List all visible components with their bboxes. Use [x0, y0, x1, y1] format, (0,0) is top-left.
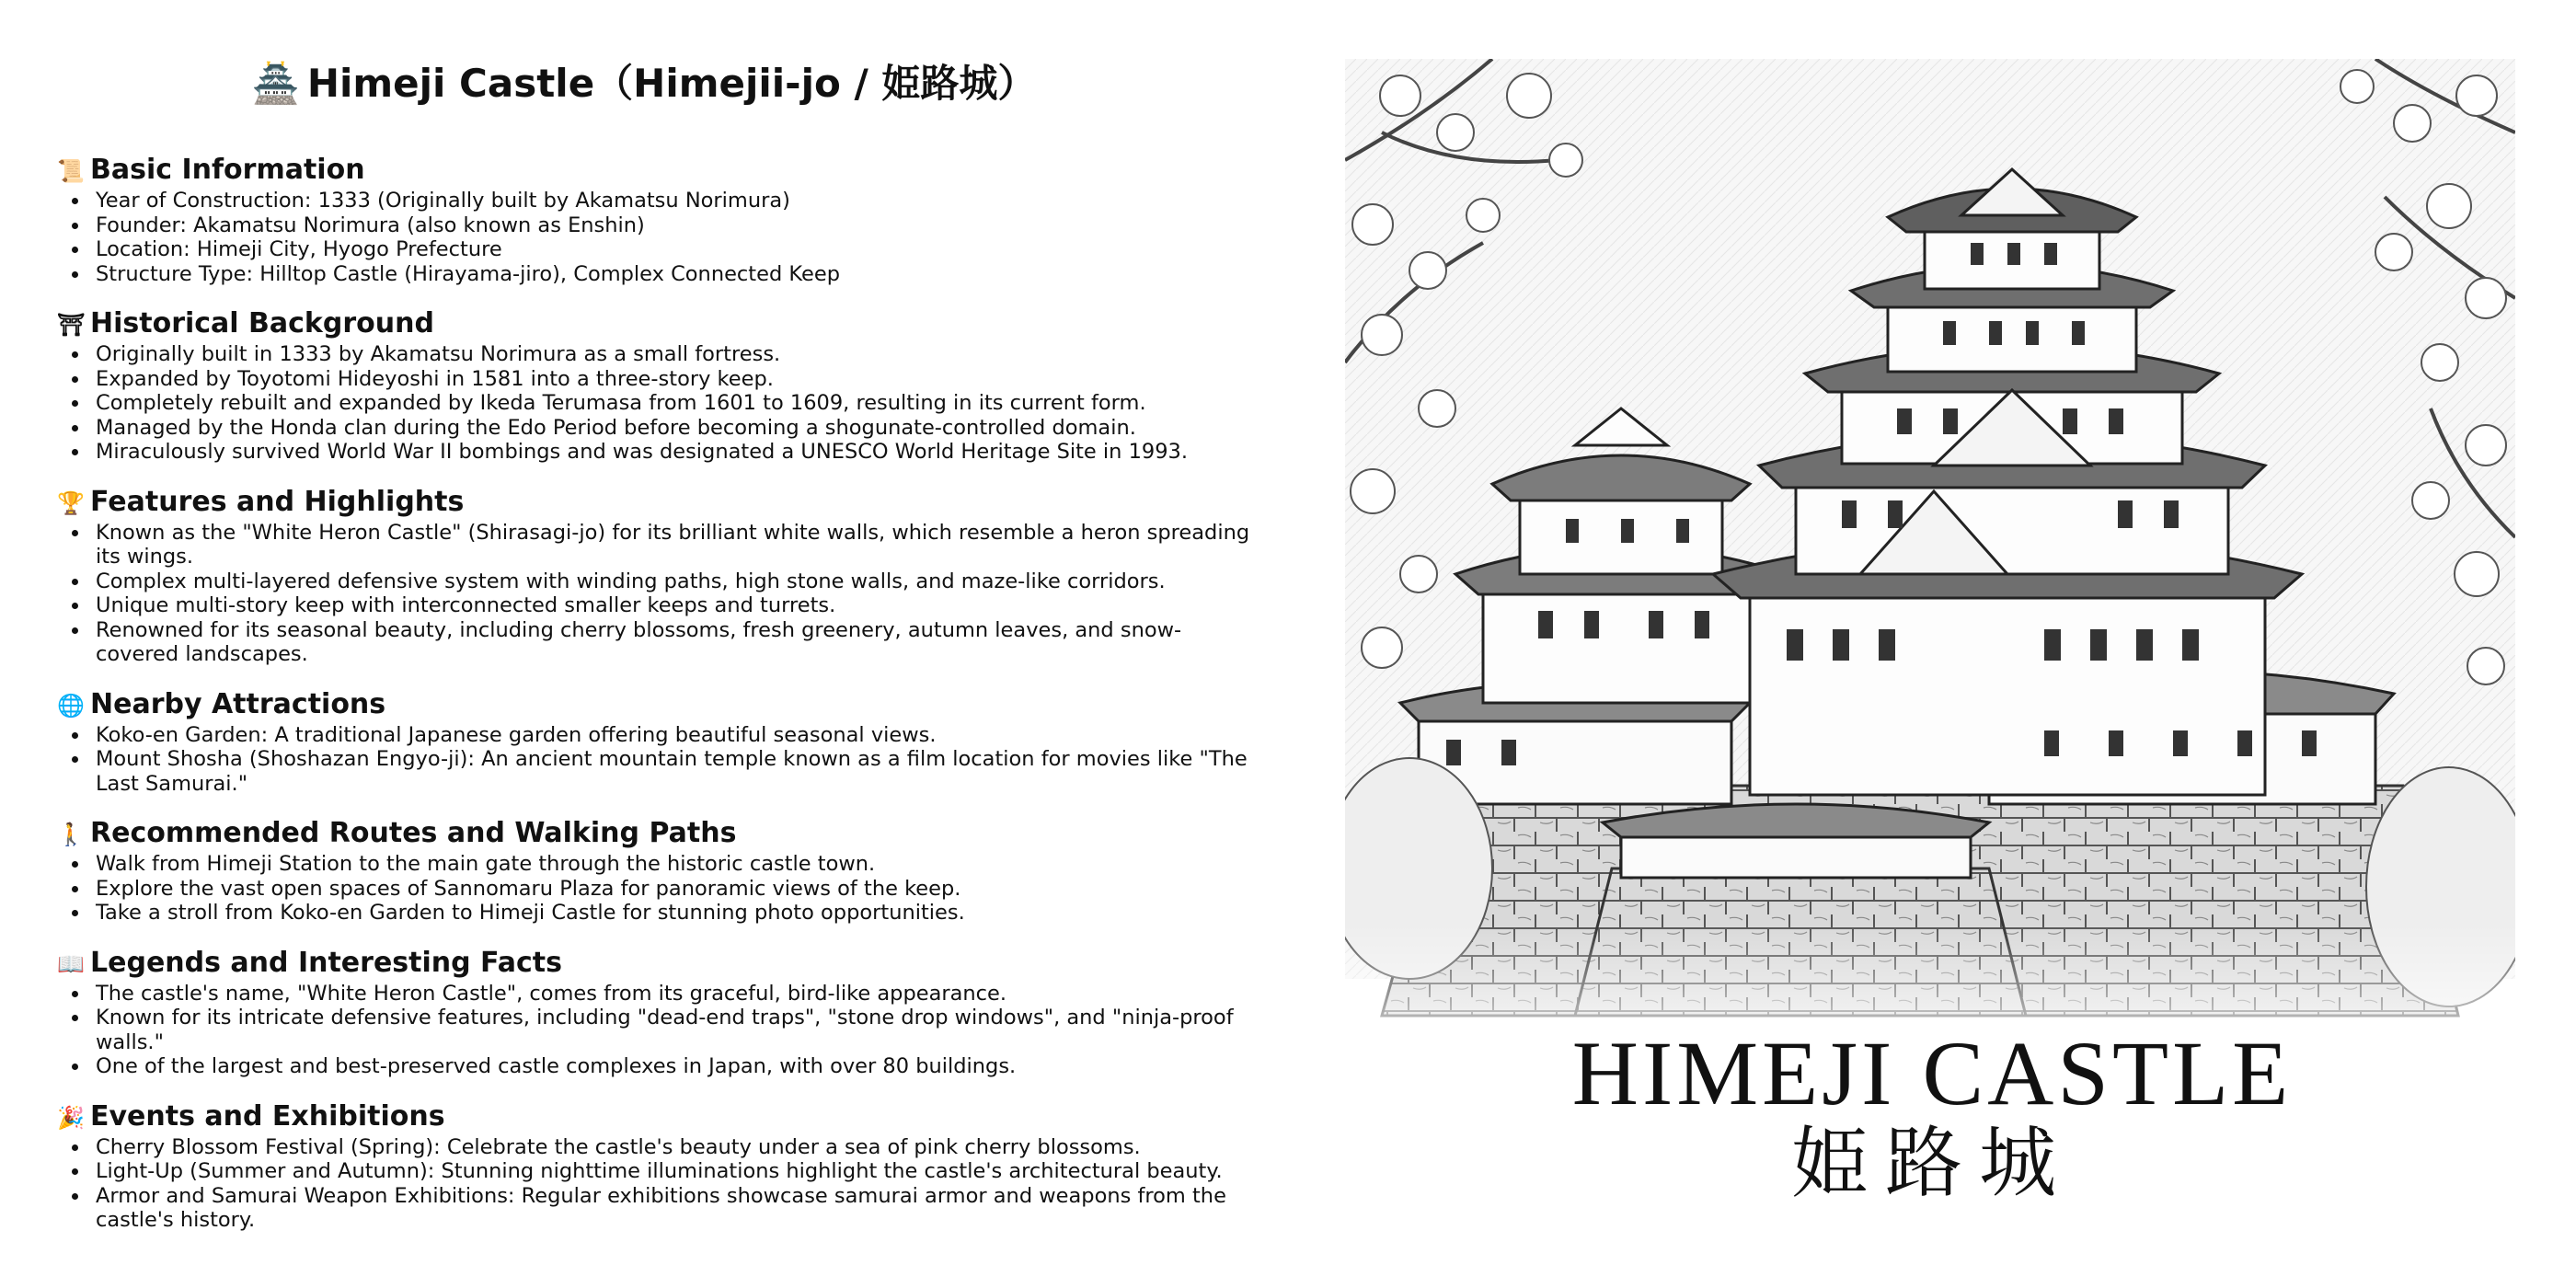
list-item: Walk from Himeji Station to the main gate through the historic castle town.: [96, 852, 1253, 877]
section-heading: [57, 687, 1253, 723]
list-item: Miraculously survived World War II bombings and was designated a UNESCO World Heritage Site in 1993.: [96, 440, 1253, 465]
illustration-caption-jp: 姫路城: [1790, 1118, 2073, 1208]
list-item: Renowned for its seasonal beauty, including cherry blossoms, fresh greenery, autumn leaves, and snow-covered landscapes.: [96, 618, 1253, 667]
section-list: [57, 153, 1253, 1253]
list-item: Koko-en Garden: A traditional Japanese garden offering beautiful seasonal views.: [96, 723, 1253, 748]
castle-illustration: [1345, 59, 2515, 1071]
list-item: Light-Up (Summer and Autumn): Stunning nighttime illuminations highlight the castle's architectural beauty.: [96, 1159, 1253, 1184]
list-item: The castle's name, "White Heron Castle", comes from its graceful, bird-like appearance.: [96, 982, 1253, 1006]
list-item: Armor and Samurai Weapon Exhibitions: Regular exhibitions showcase samurai armor and weapons from the castle's history.: [96, 1184, 1253, 1233]
section-heading: [57, 1099, 1253, 1135]
list-item: Originally built in 1333 by Akamatsu Norimura as a small fortress.: [96, 342, 1253, 367]
section-heading-text: Legends and Interesting Facts: [90, 946, 563, 979]
list-item: Expanded by Toyotomi Hideyoshi in 1581 into a three-story keep.: [96, 367, 1253, 392]
scroll-icon: 📜: [57, 158, 85, 184]
list-item: Explore the vast open spaces of Sannomaru Plaza for panoramic views of the keep.: [96, 877, 1253, 902]
list-item: Cherry Blossom Festival (Spring): Celebrate the castle's beauty under a sea of pink cherry blossoms.: [96, 1135, 1253, 1160]
section: [57, 687, 1253, 797]
list-item: Founder: Akamatsu Norimura (also known as Enshin): [96, 213, 1253, 238]
list-item: Mount Shosha (Shoshazan Engyo-ji): An ancient mountain temple known as a film location for movies like "The Last Samurai.": [96, 747, 1253, 796]
section: [57, 946, 1253, 1079]
section-heading: [57, 485, 1253, 521]
section-heading-text: Historical Background: [90, 307, 434, 339]
list-item: Location: Himeji City, Hyogo Prefecture: [96, 237, 1253, 262]
section-heading: [57, 946, 1253, 982]
walking-person-icon: 🚶: [57, 822, 85, 847]
illustration-caption-en: HIMEJI CASTLE: [1571, 1022, 2293, 1124]
section: [57, 153, 1253, 286]
section: [57, 485, 1253, 667]
bullet-list: [57, 189, 1253, 286]
illustration-panel: [1288, 0, 2576, 1288]
list-item: Unique multi-story keep with interconnected smaller keeps and turrets.: [96, 593, 1253, 618]
section-heading: [57, 153, 1253, 189]
globe-icon: 🌐: [57, 692, 85, 719]
trophy-icon: 🏆: [57, 489, 85, 516]
section: [57, 1099, 1253, 1233]
list-item: One of the largest and best-preserved castle complexes in Japan, with over 80 buildings.: [96, 1054, 1253, 1079]
bullet-list: [57, 521, 1253, 667]
list-item: Structure Type: Hilltop Castle (Hirayama-jiro), Complex Connected Keep: [96, 262, 1253, 287]
torii-icon: ⛩: [57, 312, 86, 338]
bullet-list: [57, 342, 1253, 465]
list-item: Known as the "White Heron Castle" (Shirasagi-jo) for its brilliant white walls, which resemble a heron spreading its wings.: [96, 521, 1253, 569]
section: [57, 816, 1253, 926]
list-item: Completely rebuilt and expanded by Ikeda Terumasa from 1601 to 1609, resulting in its current form.: [96, 391, 1253, 416]
section-heading-text: Features and Highlights: [90, 485, 465, 518]
section-heading: [57, 816, 1253, 852]
section-heading-text: Nearby Attractions: [90, 687, 386, 720]
bullet-list: [57, 982, 1253, 1079]
party-popper-icon: 🎉: [57, 1104, 85, 1131]
list-item: Known for its intricate defensive features, including "dead-end traps", "stone drop windows", and "ninja-proof walls.": [96, 1006, 1253, 1054]
list-item: Complex multi-layered defensive system with winding paths, high stone walls, and maze-like corridors.: [96, 569, 1253, 594]
section: [57, 306, 1253, 465]
list-item: Managed by the Honda clan during the Edo Period before becoming a shogunate-controlled domain.: [96, 416, 1253, 441]
section-heading-text: Recommended Routes and Walking Paths: [90, 817, 737, 849]
page-title: [0, 53, 1288, 109]
section-heading-text: Events and Exhibitions: [90, 1099, 445, 1133]
section-heading: [57, 306, 1253, 342]
list-item: Take a stroll from Koko-en Garden to Himeji Castle for stunning photo opportunities.: [96, 901, 1253, 926]
bullet-list: [57, 1135, 1253, 1233]
bullet-list: [57, 723, 1253, 797]
open-book-icon: 📖: [57, 950, 85, 977]
page-title-text: Himeji Castle（Himejii-jo / 姫路城）: [306, 61, 1037, 106]
list-item: Year of Construction: 1333 (Originally built by Akamatsu Norimura): [96, 189, 1253, 213]
section-heading-text: Basic Information: [90, 154, 365, 186]
castle-icon: 🏯: [251, 61, 300, 106]
bullet-list: [57, 852, 1253, 926]
